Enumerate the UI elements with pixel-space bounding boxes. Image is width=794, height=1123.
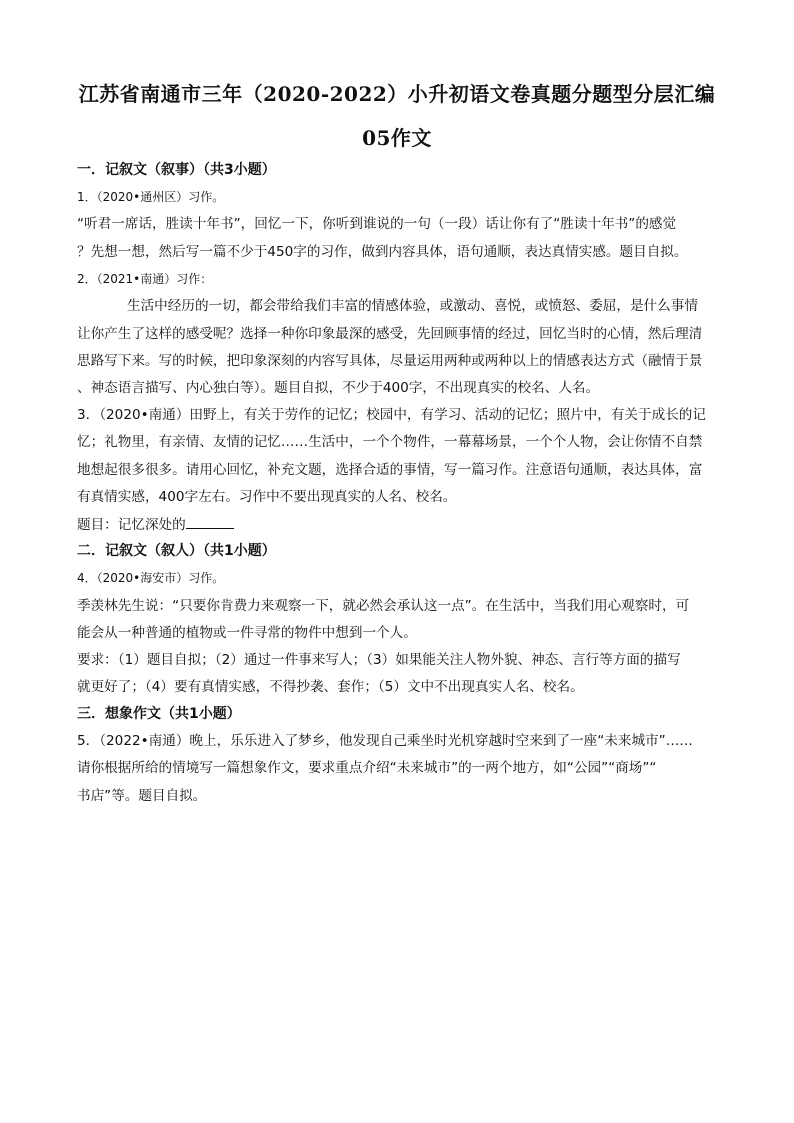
question-text-line: 忆；礼物里，有亲情、友情的记忆……生活中，一个个物件，一幕幕场景，一个个人物，会让你情不自禁 bbox=[77, 434, 703, 450]
question-text-line: 思路写下来。写的时候，把印象深刻的内容写具体，尽量运用两种或两种以上的情感表达方式（融情于景 bbox=[77, 353, 703, 369]
question-text-line: 地想起很多很多。请用心回忆，补充文题，选择合适的事情，写一篇习作。注意语句通顺，表达具体，富 bbox=[77, 462, 703, 478]
section-heading: 二．记叙文（叙人）（共1小题） bbox=[77, 543, 276, 559]
question-text-line: 就更好了；（4）要有真情实感，不得抄袭、套作；（5）文中不出现真实人名、校名。 bbox=[77, 679, 584, 695]
essay-title-prompt bbox=[77, 514, 727, 535]
section-heading: 三．想象作文（共1小题） bbox=[77, 706, 241, 722]
question-text-line: 季羡林先生说：“只要你肯费力来观察一下，就必然会承认这一点”。在生活中，当我们用心观察时，可 bbox=[77, 598, 690, 614]
question-text-line: 要求：（1）题目自拟；（2）通过一件事来写人；（3）如果能关注人物外貌、神态、言行等方面的描写 bbox=[77, 652, 681, 668]
essay-title-label: 题目：记忆深处的 bbox=[77, 517, 186, 533]
question-text-line: ？先想一想，然后写一篇不少于450字的习作，做到内容具体，语句通顺，表达真情实感。题目自拟。 bbox=[77, 244, 688, 260]
fill-in-blank[interactable] bbox=[186, 514, 234, 529]
question-label: 1．（2020•通州区）习作。 bbox=[77, 190, 225, 204]
document-subtitle: 05作文 bbox=[362, 126, 432, 150]
question-text-line: 有真情实感，400字左右。习作中不要出现真实的人名、校名。 bbox=[77, 489, 457, 505]
question-label: 4．（2020•海安市）习作。 bbox=[77, 571, 225, 585]
question-text-line: 请你根据所给的情境写一篇想象作文，要求重点介绍“未来城市”的一两个地方，如“公园”“商场”“ bbox=[77, 760, 657, 776]
question-label: 2．（2021•南通）习作： bbox=[77, 272, 213, 286]
question-text-line: “听君一席话，胜读十年书”，回忆一下，你听到谁说的一句（一段）话让你有了“胜读十年书”的感觉 bbox=[77, 216, 677, 232]
question-text-line: 生活中经历的一切，都会带给我们丰富的情感体验，或激动、喜悦，或愤怒、委屈，是什么事情 bbox=[127, 298, 698, 314]
section-heading: 一．记叙文（叙事）（共3小题） bbox=[77, 162, 276, 178]
question-text-line: 、神态语言描写、内心独白等）。题目自拟，不少于400字，不出现真实的校名、人名。 bbox=[77, 380, 600, 396]
question-text-line: 让你产生了这样的感受呢？选择一种你印象最深的感受，先回顾事情的经过，回忆当时的心情，然后理清 bbox=[77, 326, 703, 342]
question-label: 5．（2022•南通）晚上，乐乐进入了梦乡，他发现自己乘坐时光机穿越时空来到了一座“未来城市”…… bbox=[77, 733, 693, 749]
document-title: 江苏省南通市三年（2020-2022）小升初语文卷真题分题型分层汇编 bbox=[78, 82, 716, 106]
question-label: 3．（2020•南通）田野上，有关于劳作的记忆；校园中，有学习、活动的记忆；照片中，有关于成长的记 bbox=[77, 407, 706, 423]
question-text-line: 能会从一种普通的植物或一件寻常的物件中想到一个人。 bbox=[77, 625, 417, 641]
question-text-line: 书店”等。题目自拟。 bbox=[77, 788, 207, 804]
